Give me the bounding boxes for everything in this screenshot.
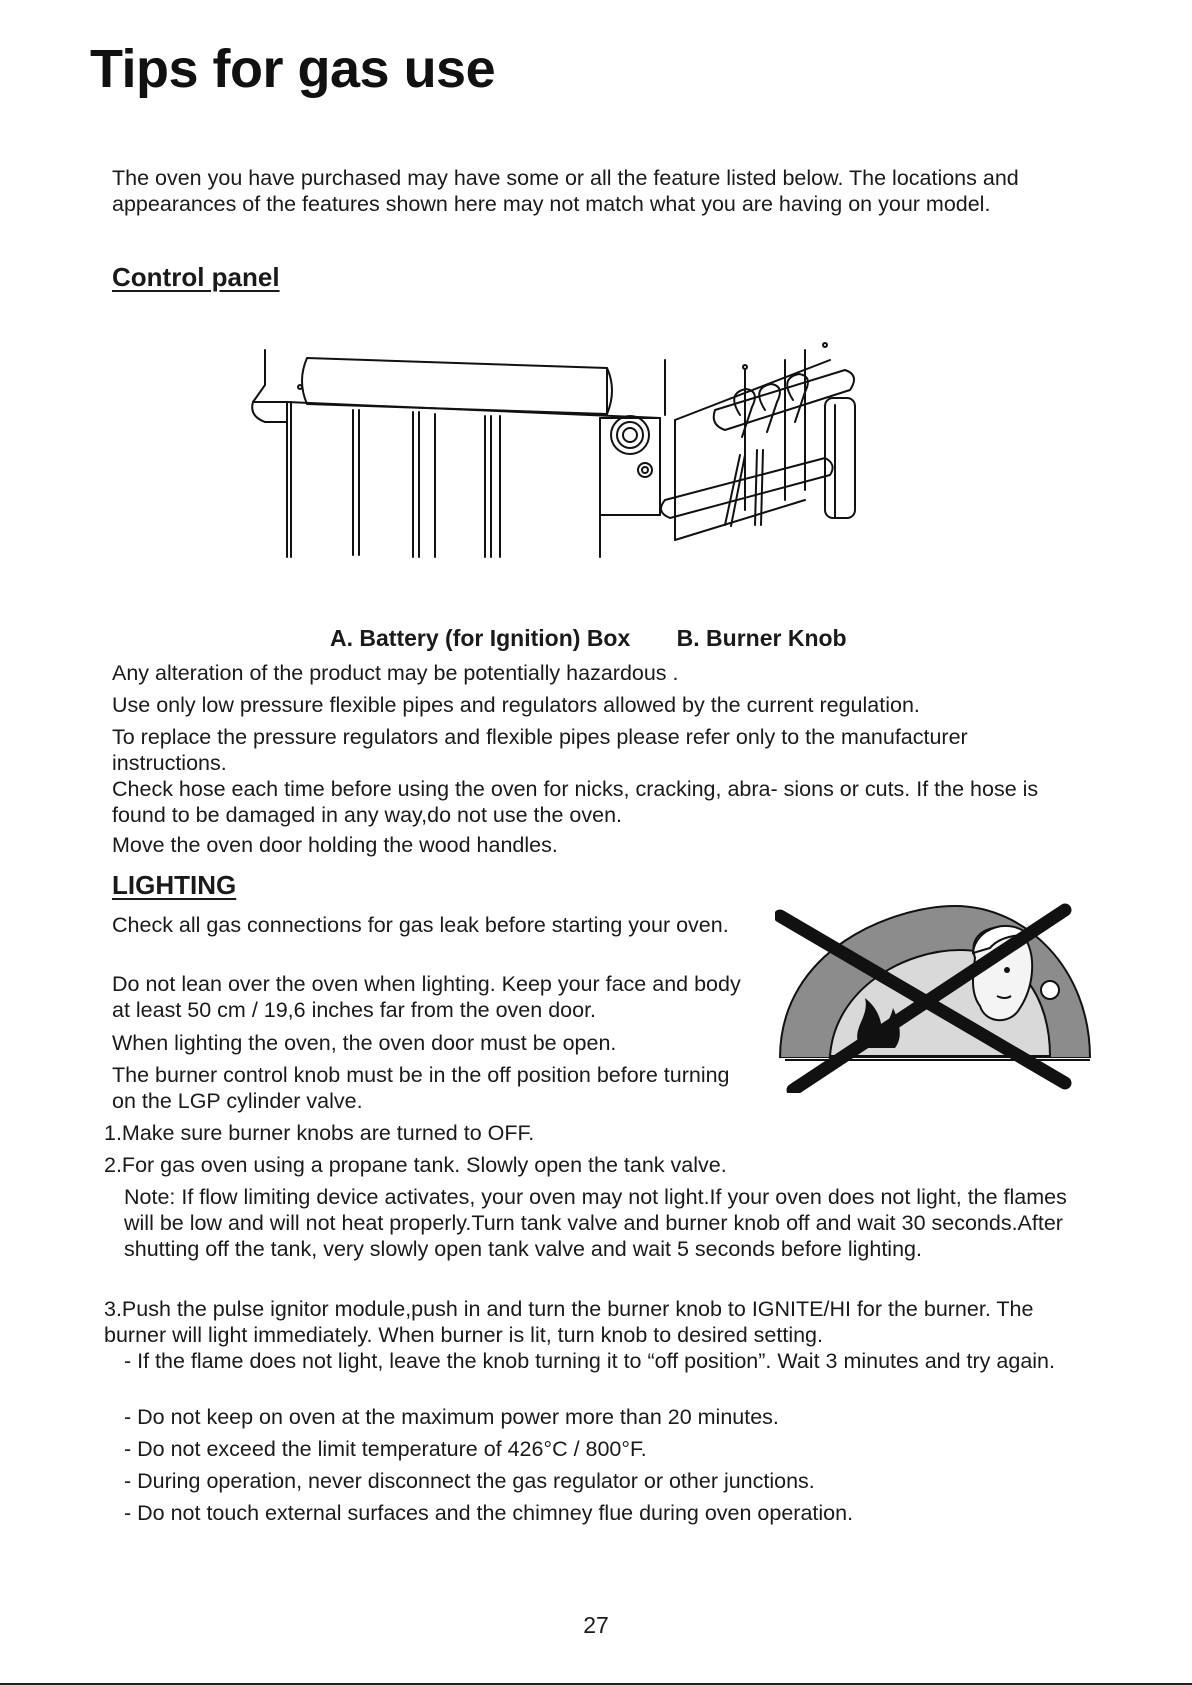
lighting-door-open: When lighting the oven, the oven door must be open. [112, 1031, 617, 1055]
lighting-do-not-lean: Do not lean over the oven when lighting. Keep your face and body at least 50 cm / 19,6 inches far from the oven door. [112, 972, 741, 1022]
control-panel-diagram [245, 340, 925, 565]
lighting-check-leaks: Check all gas connections for gas leak before starting your oven. [112, 913, 729, 937]
control-panel-caption [330, 625, 847, 652]
lighting-note: Note: If flow limiting device activates, your oven may not light.If your oven does not light, the flames will be low and will not heat properly.Turn tank valve and burner knob off and wait 30 seconds.After shutting off the tank, very slowly open tank valve and wait 5 seconds before lighting. [124, 1185, 1067, 1261]
tool-rack [661, 343, 855, 540]
lighting-bullet-retry: - If the flame does not light, leave the knob turning it to “off position”. Wait 3 minutes and try again. [124, 1349, 1055, 1373]
page-title: Tips for gas use [90, 39, 496, 99]
burner-knob [600, 416, 660, 515]
lighting-bullet-surfaces: - Do not touch external surfaces and the chimney flue during oven operation. [124, 1501, 854, 1525]
battery-box [298, 358, 612, 414]
caption-battery-box: A. Battery (for Ignition) Box [330, 625, 631, 651]
lighting-knob-off: The burner control knob must be in the off position before turning on the LGP cylinder valve. [112, 1063, 730, 1113]
do-not-lean-illustration [775, 898, 1095, 1093]
lighting-bullet-temperature: - Do not exceed the limit temperature of 426°C / 800°F. [124, 1437, 647, 1461]
lighting-bullet-max-power: - Do not keep on oven at the maximum power more than 20 minutes. [124, 1405, 779, 1429]
safety-low-pressure: Use only low pressure flexible pipes and regulators allowed by the current regulation. [112, 693, 920, 717]
caption-burner-knob: B. Burner Knob [676, 625, 847, 651]
oven-body-lines [252, 350, 660, 557]
lighting-step-3: 3.Push the pulse ignitor module,push in and turn the burner knob to IGNITE/HI for the burner. The burner will light immediately. When burner is lit, turn knob to desired setting. [104, 1297, 1034, 1347]
lighting-heading: LIGHTING [112, 870, 237, 900]
control-panel-heading: Control panel [112, 262, 280, 292]
safety-alteration: Any alteration of the product may be potentially hazardous . [112, 661, 679, 685]
lighting-step-1: 1.Make sure burner knobs are turned to OFF. [104, 1121, 535, 1145]
page-number: 27 [583, 1612, 609, 1638]
intro-paragraph: The oven you have purchased may have some or all the feature listed below. The locations and appearances of the features shown here may not match what you are having on your model. [112, 166, 1019, 216]
lighting-bullet-regulator: - During operation, never disconnect the gas regulator or other junctions. [124, 1469, 815, 1493]
safety-hose-check: Check hose each time before using the oven for nicks, cracking, abra- sions or cuts. If the hose is found to be damaged in any way,do not use the oven. [112, 777, 1039, 827]
safety-regulators: To replace the pressure regulators and flexible pipes please refer only to the manufacturer instructions. [112, 725, 968, 775]
safety-door-handles: Move the oven door holding the wood handles. [112, 833, 558, 857]
lighting-step-2: 2.For gas oven using a propane tank. Slowly open the tank valve. [104, 1153, 727, 1177]
